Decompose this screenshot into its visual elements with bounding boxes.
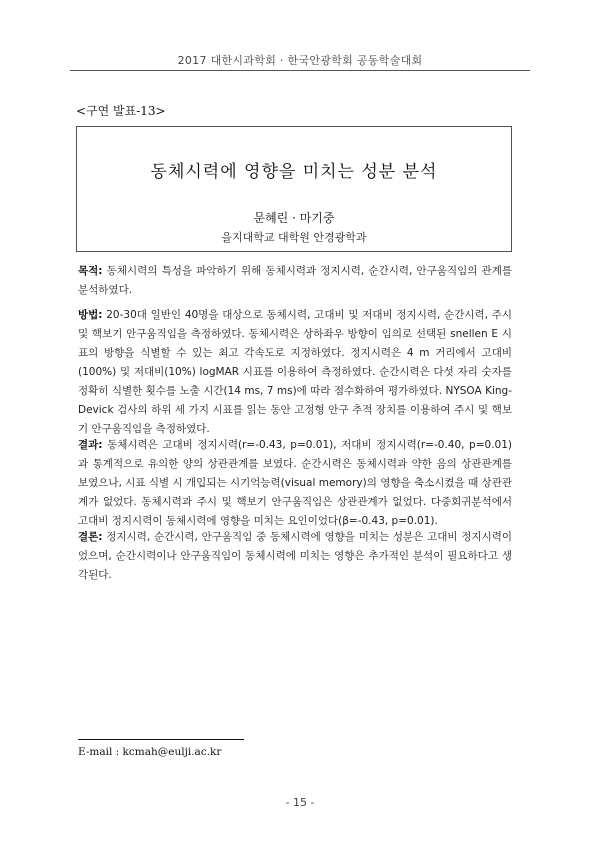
section-label-conclusion: 결론: [78, 531, 103, 543]
paper-authors: 문혜린 · 마기중 [253, 211, 335, 225]
section-result [78, 436, 512, 531]
paper-affiliation: 을지대학교 대학원 안경광학과 [221, 231, 367, 244]
running-header: 2017 대한시과학회 · 한국안광학회 공동학술대회 [177, 54, 423, 67]
header-divider [70, 70, 530, 71]
session-label: <구연 발표-13> [76, 104, 166, 118]
section-label-purpose: 목적: [78, 265, 103, 277]
paper-title: 동체시력에 영향을 미치는 성분 분석 [150, 162, 438, 182]
footnote-email: E-mail : kcmah@eulji.ac.kr [78, 746, 222, 758]
section-method [78, 306, 512, 439]
section-text-conclusion: 정지시력, 순간시력, 안구움직임 중 동체시력에 영향을 미치는 성분은 고대비 정지시력이었으며, 순간시력이나 안구움직임이 동체시력에 미치는 영향은 추가적인 분석이 필요하다고 생각된다. [78, 531, 512, 581]
section-label-method: 방법: [78, 309, 103, 321]
footnote-divider [78, 739, 244, 740]
section-text-purpose: 동체시력의 특성을 파악하기 위해 동체시력과 정지시력, 순간시력, 안구움직임의 관계를 분석하였다. [78, 265, 512, 296]
section-label-result: 결과: [78, 439, 103, 451]
section-text-result: 동체시력은 고대비 정지시력(r=-0.43, p=0.01), 저대비 정지시력(r=-0.40, p=0.01)과 통계적으로 유의한 양의 상관관계를 보였다. 순간시력은 동체시력과 약한 음의 상관관계를 보였으나, 시표 식별 시 개입되는 시기억능력(visual memory)의 영향을 축소시켰을 때 상관관계가 없었다. 동체시력과 주시 및 핵보기 안구움직임은 상관관계가 없었다. 다중회귀분석에서 고대비 정지시력이 동체시력에 영향을 미치는 요인이었다(β=-0.43, p=0.01). [78, 439, 512, 527]
page-number: - 15 - [285, 796, 315, 809]
section-purpose [78, 262, 512, 300]
section-conclusion [78, 528, 512, 585]
section-text-method: 20-30대 일반인 40명을 대상으로 동체시력, 고대비 및 저대비 정지시력, 순간시력, 주시 및 핵보기 안구움직임을 측정하였다. 동체시력은 상하좌우 방향이 임의로 선택된 snellen E 시표의 방향을 식별할 수 있는 최고 각속도로 지정하였다. 정지시력은 4 m 거리에서 고대비(100%) 및 저대비(10%) logMAR 시표를 이용하여 측정하였다. 순간시력은 다섯 자리 숫자를 정확히 식별한 횟수를 노출 시간(14 ms, 7 ms)에 따라 점수화하여 평가하였다. NYSOA King-Devick 검사의 하위 세 가지 시표를 읽는 동안 고정형 안구 추적 장치를 이용하여 주시 및 핵보기 안구움직임을 측정하였다. [78, 309, 512, 435]
title-box [76, 126, 512, 252]
